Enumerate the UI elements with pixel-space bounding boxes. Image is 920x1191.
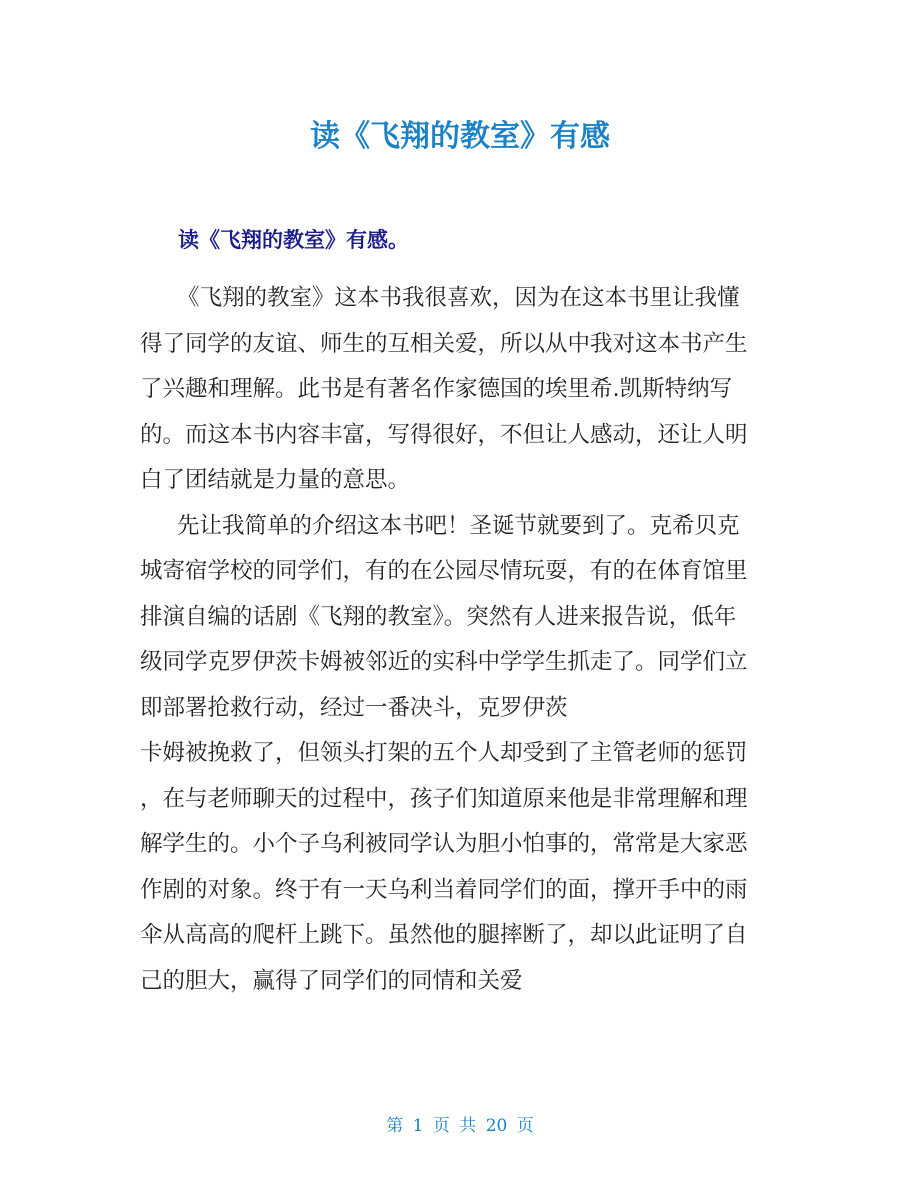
text-line: 伞从高高的爬杆上跳下。虽然他的腿摔断了，却以此证明了自 (140, 922, 748, 948)
text-line: 城寄宿学校的同学们，有的在公园尽情玩耍，有的在体育馆里 (140, 558, 748, 584)
text-line: ，在与老师聊天的过程中，孩子们知道原来他是非常理解和理 (140, 785, 748, 812)
paragraph-1 (140, 276, 786, 504)
text-line: 《飞翔的教室》这本书我很喜欢，因为在这本书里让我懂 (177, 285, 740, 311)
page-number-footer: 第 1 页 共 20 页 (386, 1116, 534, 1136)
text-line: 级同学克罗伊茨卡姆被邻近的实科中学学生抓走了。同学们立 (140, 649, 748, 675)
paragraph-3 (140, 731, 786, 1004)
text-line: 排演自编的话剧《飞翔的教室》。突然有人进来报告说，低年 (140, 603, 737, 630)
text-line: 的。而这本书内容丰富，写得很好，不但让人感动，还让人明 (140, 421, 748, 448)
text-line: 作剧的对象。终于有一天乌利当着同学们的面，撑开手中的雨 (140, 876, 748, 903)
text-line: 己的胆大，赢得了同学们的同情和关爱 (140, 967, 523, 994)
text-line: 白了团结就是力量的意思。 (140, 467, 411, 493)
text-line: 了兴趣和理解。此书是有著名作家德国的埃里希.凯斯特纳写 (140, 376, 733, 402)
text-line: 得了同学的友谊、师生的互相关爱，所以从中我对这本书产生 (140, 330, 748, 357)
document-title: 读《飞翔的教室》有感 (310, 119, 610, 154)
document-subtitle: 读《飞翔的教室》有感。 (178, 228, 409, 252)
document-body (140, 276, 786, 1004)
paragraph-2 (140, 504, 786, 732)
text-line: 卡姆被挽救了，但领头打架的五个人却受到了主管老师的惩罚 (140, 740, 748, 766)
text-line: 解学生的。小个子乌利被同学认为胆小怕事的，常常是大家恶 (140, 831, 748, 857)
text-line: 即部署抢救行动，经过一番决斗，克罗伊茨 (140, 694, 568, 721)
text-line: 先让我简单的介绍这本书吧！圣诞节就要到了。克希贝克 (177, 512, 740, 539)
